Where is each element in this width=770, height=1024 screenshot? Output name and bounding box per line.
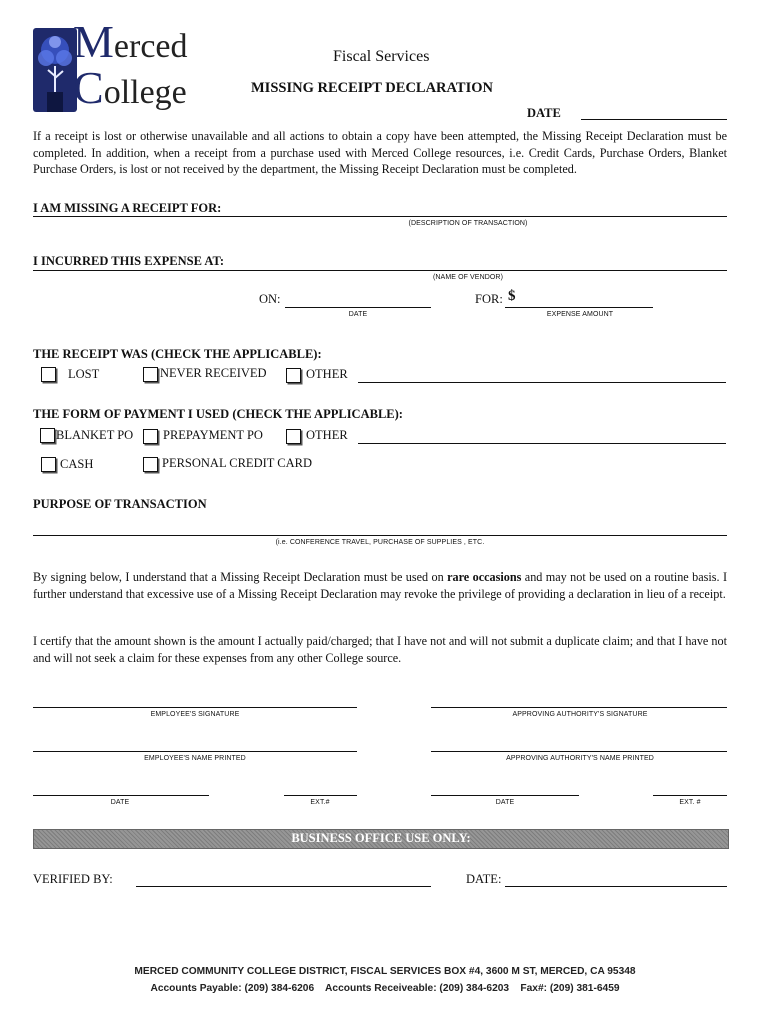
prepayment-po-label: PREPAYMENT PO (163, 428, 263, 442)
employee-date-caption: DATE (110, 799, 130, 806)
logo-word-merced: erced (113, 28, 188, 65)
verified-by-label: VERIFIED BY: (33, 872, 113, 886)
acknowledge-paragraph (33, 569, 727, 602)
cash-checkbox[interactable] (41, 457, 56, 472)
purpose-line[interactable] (33, 535, 727, 536)
missing-receipt-label: I AM MISSING A RECEIPT FOR: (33, 201, 222, 215)
rare-occasions-emphasis: rare occasions (447, 570, 522, 584)
lost-checkbox[interactable] (41, 367, 56, 382)
footer-address: MERCED COMMUNITY COLLEGE DISTRICT, FISCAL SERVICES BOX #4, 3600 M ST, MERCED, CA 95348 (134, 966, 636, 977)
currency-symbol: $ (508, 288, 516, 304)
verified-by-line[interactable] (136, 886, 431, 887)
approver-signature-line[interactable] (431, 707, 727, 708)
vendor-caption: (NAME OF VENDOR) (432, 274, 504, 281)
purpose-caption: (i.e. CONFERENCE TRAVEL, PURCHASE OF SUPPLIES , ETC. (275, 539, 485, 546)
expense-amount-caption: EXPENSE AMOUNT (546, 311, 614, 318)
department-title: Fiscal Services (333, 48, 430, 65)
never-received-label: NEVER RECEIVED (160, 366, 267, 380)
blanket-po-label: BLANKET PO (56, 428, 134, 442)
approver-signature-caption: APPROVING AUTHORITY'S SIGNATURE (512, 711, 648, 718)
on-label: ON: (259, 292, 281, 306)
logo-letter-c: C (73, 62, 104, 113)
personal-credit-card-checkbox[interactable] (143, 457, 158, 472)
date-label: DATE (527, 106, 561, 120)
employee-name-line[interactable] (33, 751, 357, 752)
logo-letter-m: M (73, 16, 114, 67)
purpose-heading: PURPOSE OF TRANSACTION (33, 497, 207, 511)
prepayment-po-checkbox[interactable] (143, 429, 158, 444)
personal-credit-card-label: PERSONAL CREDIT CARD (162, 456, 313, 470)
never-received-checkbox[interactable] (143, 367, 158, 382)
acknowledge-text-start: By signing below, I understand that a Missing Receipt Declaration must be used on (33, 570, 448, 584)
payment-other-line[interactable] (358, 443, 726, 444)
receipt-other-label: OTHER (306, 367, 348, 381)
approver-name-line[interactable] (431, 751, 727, 752)
approver-ext-line[interactable] (653, 795, 727, 796)
business-office-banner-text: BUSINESS OFFICE USE ONLY: (291, 831, 471, 845)
certify-paragraph: I certify that the amount shown is the amount I actually paid/charged; that I have not and will not submit a duplicate claim; and that I have not and will not seek a claim for these expenses from any other College source. (33, 634, 727, 665)
approver-date-line[interactable] (431, 795, 579, 796)
employee-signature-caption: EMPLOYEE'S SIGNATURE (150, 711, 240, 718)
cash-label: CASH (60, 457, 94, 471)
payment-other-checkbox[interactable] (286, 429, 301, 444)
expense-date-caption: DATE (348, 311, 368, 318)
header-date-line[interactable] (581, 119, 727, 120)
lost-label: LOST (68, 367, 100, 381)
payment-other-label: OTHER (306, 428, 348, 442)
college-logo (33, 16, 203, 114)
description-caption: (DESCRIPTION OF TRANSACTION) (408, 220, 528, 227)
blanket-po-checkbox[interactable] (40, 428, 55, 443)
vendor-line[interactable] (33, 270, 727, 271)
footer-phones: Accounts Payable: (209) 384-6206 Accounts Receiveable: (209) 384-6203 Fax#: (209) 381-6459 (150, 983, 620, 994)
tree-emblem-icon (33, 28, 77, 112)
expense-amount-line[interactable] (505, 307, 653, 308)
for-label: FOR: (475, 292, 503, 306)
employee-signature-line[interactable] (33, 707, 357, 708)
approver-date-caption: DATE (495, 799, 515, 806)
receipt-other-checkbox[interactable] (286, 368, 301, 383)
form-title: MISSING RECEIPT DECLARATION (251, 80, 493, 96)
approver-ext-caption: EXT. # (679, 799, 701, 806)
payment-form-heading: THE FORM OF PAYMENT I USED (CHECK THE APPLICABLE): (33, 407, 403, 421)
intro-paragraph: If a receipt is lost or otherwise unavailable and all actions to obtain a copy have been attempted, the Missing Receipt Declaration must be completed. In addition, when a receipt from a purchase used with Merced College resources, i.e. Credit Cards, Purchase Orders, Blanket Purchase Orders, is lost or not received by the department, the Missing Receipt Declaration must be completed. (33, 129, 727, 176)
office-date-label: DATE: (466, 872, 502, 886)
employee-ext-caption: EXT.# (310, 799, 330, 806)
employee-ext-line[interactable] (284, 795, 357, 796)
receipt-status-heading: THE RECEIPT WAS (CHECK THE APPLICABLE): (33, 347, 322, 361)
acknowledge-text-end: and may not be used on a routine basis. I further understand that excessive use of a Missing Receipt Declaration may revoke the privilege of providing a declaration in lieu of a receipt. (33, 570, 728, 601)
office-date-line[interactable] (505, 886, 727, 887)
logo-word-college: ollege (103, 74, 187, 111)
employee-name-caption: EMPLOYEE'S NAME PRINTED (144, 755, 246, 762)
business-office-banner (33, 829, 729, 849)
missing-receipt-line[interactable] (33, 216, 727, 217)
receipt-other-line[interactable] (358, 382, 726, 383)
expense-date-line[interactable] (285, 307, 431, 308)
employee-date-line[interactable] (33, 795, 209, 796)
approver-name-caption: APPROVING AUTHORITY'S NAME PRINTED (506, 755, 654, 762)
incurred-label: I INCURRED THIS EXPENSE AT: (33, 254, 225, 268)
